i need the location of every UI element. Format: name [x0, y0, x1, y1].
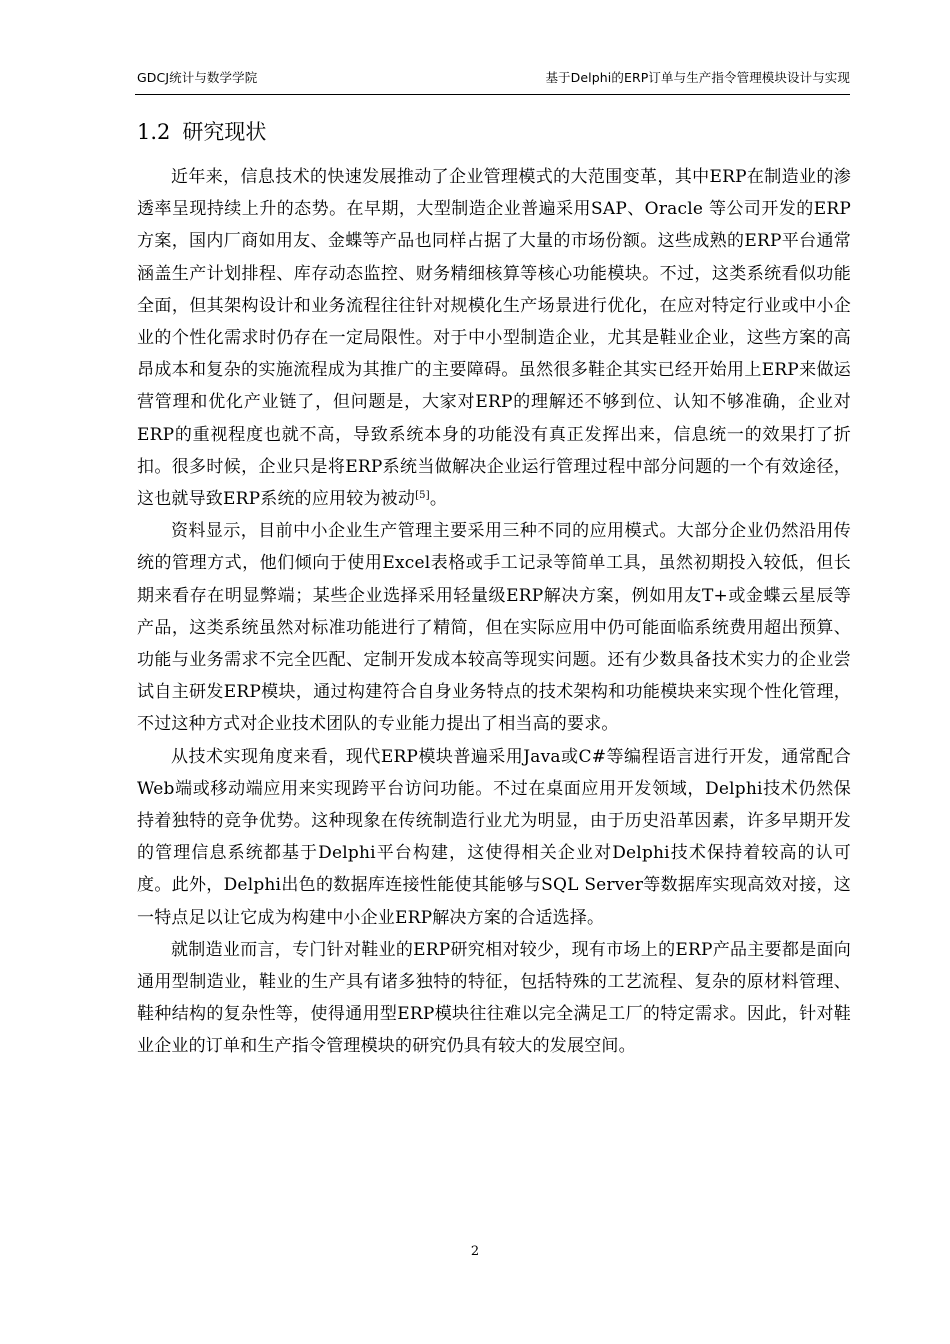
section-title: 研究现状 [182, 120, 267, 144]
paragraph: 从技术实现角度来看，现代ERP模块普遍采用Java或C#等编程语言进行开发，通常配合Web端或移动端应用来实现跨平台访问功能。不过在桌面应用开发领域，Delphi技术仍然保持着独特的竞争优势。这种现象在传统制造行业尤为明显，由于历史沿革因素，许多早期开发的管理信息系统都基于Delphi平台构建，这使得相关企业对Delphi技术保持着较高的认可度。此外，Delphi出色的数据库连接性能使其能够与SQL Server等数据库实现高效对接，这一特点足以让它成为构建中小企业ERP解决方案的合适选择。 [137, 746, 851, 928]
citation-ref: [5] [415, 490, 430, 502]
paragraph: 资料显示，目前中小企业生产管理主要采用三种不同的应用模式。大部分企业仍然沿用传统的管理方式，他们倾向于使用Excel表格或手工记录等简单工具，虽然初期投入较低，但长期来看存在明显弊端；某些企业选择采用轻量级ERP解决方案，例如用友T+或金蝶云星辰等产品，这类系统虽然对标准功能进行了精简，但在实际应用中仍可能面临系统费用超出预算、功能与业务需求不完全匹配、定制开发成本较高等现实问题。还有少数具备技术实力的企业尝试自主研发ERP模块，通过构建符合自身业务特点的技术架构和功能模块来实现个性化管理，不过这种方式对企业技术团队的专业能力提出了相当高的要求。 [137, 521, 851, 735]
header-divider [135, 94, 850, 95]
page-header [137, 66, 850, 88]
page-number: 2 [470, 1244, 480, 1259]
section-heading [137, 114, 266, 150]
paragraph: 就制造业而言，专门针对鞋业的ERP研究相对较少，现有市场上的ERP产品主要都是面向通用型制造业，鞋业的生产具有诸多独特的特征，包括特殊的工艺流程、复杂的原材料管理、鞋种结构的复杂性等，使得通用型ERP模块往往难以完全满足工厂的特定需求。因此，针对鞋业企业的订单和生产指令管理模块的研究仍具有较大的发展空间。 [137, 939, 851, 1057]
section-number: 1.2 [137, 120, 171, 144]
header-left: GDCJ统计与数学学院 [137, 70, 258, 85]
paragraph [137, 161, 851, 515]
paragraph-text: 近年来，信息技术的快速发展推动了企业管理模式的大范围变革，其中ERP在制造业的渗透率呈现持续上升的态势。在早期，大型制造企业普遍采用SAP、Oracle 等公司开发的ERP方案，国内厂商如用友、金蝶等产品也同样占据了大量的市场份额。这些成熟的ERP平台通常涵盖生产计划排程、库存动态监控、财务精细核算等核心功能模块。不过，这类系统看似功能全面，但其架构设计和业务流程往往针对规模化生产场景进行优化，在应对特定行业或中小企业的个性化需求时仍存在一定局限性。对于中小型制造企业，尤其是鞋业企业，这些方案的高昂成本和复杂的实施流程成为其推广的主要障碍。虽然很多鞋企其实已经开始用上ERP来做运营管理和优化产业链了，但问题是，大家对ERP的理解还不够到位、认知不够准确，企业对ERP的重视程度也就不高，导致系统本身的功能没有真正发挥出来，信息统一的效果打了折扣。很多时候，企业只是将ERP系统当做解决企业运行管理过程中部分问题的一个有效途径，这也就导致ERP系统的应用较为被动 [137, 167, 851, 510]
header-right: 基于Delphi的ERP订单与生产指令管理模块设计与实现 [545, 70, 850, 85]
paragraph-ending: 。 [429, 489, 448, 510]
body-text [137, 161, 851, 1063]
